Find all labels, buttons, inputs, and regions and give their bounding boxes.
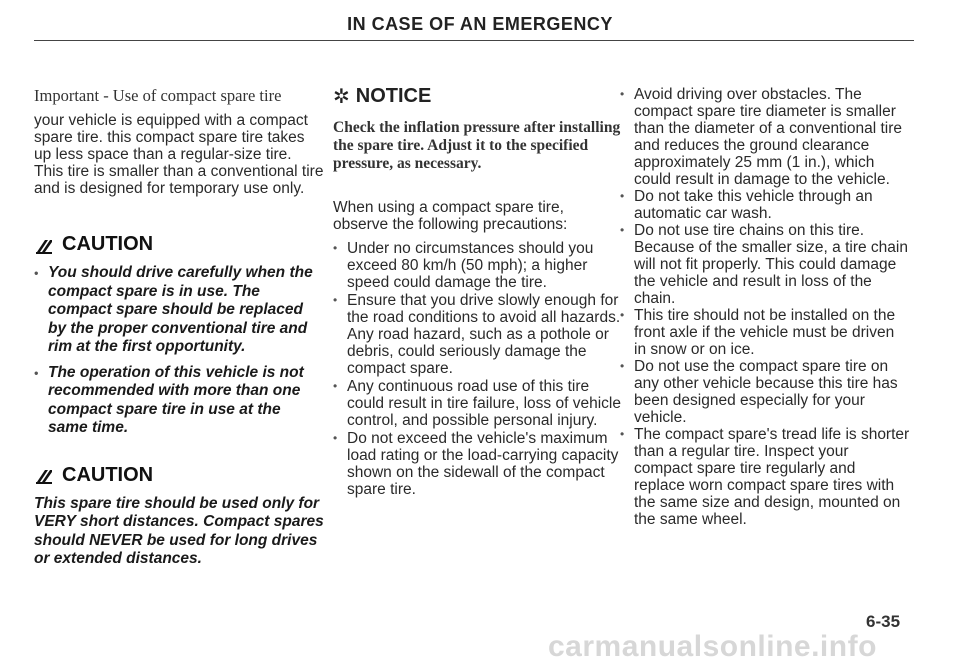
notice-title: NOTICE (355, 85, 432, 107)
caution-title: CAUTION (62, 463, 154, 486)
list-item: • Any continuous road use of this tire could result in tire failure, loss of vehicle control, and possible personal injury. (333, 378, 623, 429)
list-item: • Ensure that you drive slowly enough for the road conditions to avoid all hazards. Any road hazard, such as a pothole or debris, could seriously damage the compact spare. (333, 292, 623, 377)
caution-title: CAUTION (62, 233, 154, 255)
middle-column (333, 84, 623, 499)
notice-heading (333, 84, 623, 109)
list-item: • Avoid driving over obstacles. The compact spare tire diameter is smaller than the diameter of a conventional tire and reduces the ground clearance approximately 25 mm (1 in.), which could result in damage to the vehicle. (620, 86, 910, 188)
list-item: • The compact spare's tread life is shorter than a regular tire. Inspect your compact spare tire regularly and replace worn compact spare tires with the same size and design, mounted on the same wheel. (620, 426, 910, 528)
caution-heading-2 (34, 464, 324, 487)
precautions-intro: When using a compact spare tire, observe the following precautions: (333, 199, 568, 233)
caution-text: This spare tire should be used only for VERY short distances. Compact spares should NEVER be used for long drives or extended distances. (34, 494, 324, 567)
list-item: • Do not use the compact spare tire on any other vehicle because this tire has been designed especially for your vehicle. (620, 358, 910, 426)
section-heading: Important - Use of compact spare tire (34, 86, 282, 105)
caution-icon (34, 465, 54, 485)
caution-item: • The operation of this vehicle is not recommended with more than one compact spare tire in use at the same time. (34, 364, 324, 438)
precautions-list-continued (620, 86, 910, 528)
header-divider (34, 40, 914, 41)
caution-icon (34, 235, 54, 255)
left-column (34, 86, 324, 569)
caution-heading (34, 233, 324, 256)
list-item: • Do not take this vehicle through an automatic car wash. (620, 188, 910, 222)
right-column (620, 86, 910, 528)
list-item: • Do not exceed the vehicle's maximum load rating or the load-carrying capacity shown on the sidewall of the compact spare tire. (333, 430, 623, 498)
notice-text: Check the inflation pressure after installing the spare tire. Adjust it to the specified pressure, as necessary. (333, 119, 621, 172)
caution-list (34, 264, 324, 438)
page-header: IN CASE OF AN EMERGENCY (347, 14, 613, 34)
list-item: • Do not use tire chains on this tire. Because of the smaller size, a tire chain will not fit properly. This could damage the vehicle and result in loss of the chain. (620, 222, 910, 307)
watermark: carmanualsonline.info (548, 630, 877, 660)
intro-paragraph: your vehicle is equipped with a compact spare tire. this compact spare tire takes up less space than a regular-size tire. This tire is smaller than a conventional tire and is designed for temporary use only. (34, 112, 324, 197)
page-number: 6-35 (866, 612, 901, 631)
list-item: • This tire should not be installed on the front axle if the vehicle must be driven in snow or on ice. (620, 307, 910, 358)
caution-item: • You should drive carefully when the compact spare is in use. The compact spare should be replaced by the proper conventional tire and rim at the first opportunity. (34, 264, 324, 357)
precautions-list (333, 240, 623, 498)
list-item: • Under no circumstances should you exceed 80 km/h (50 mph); a higher speed could damage the tire. (333, 240, 623, 291)
notice-icon: ✲ (333, 86, 350, 108)
